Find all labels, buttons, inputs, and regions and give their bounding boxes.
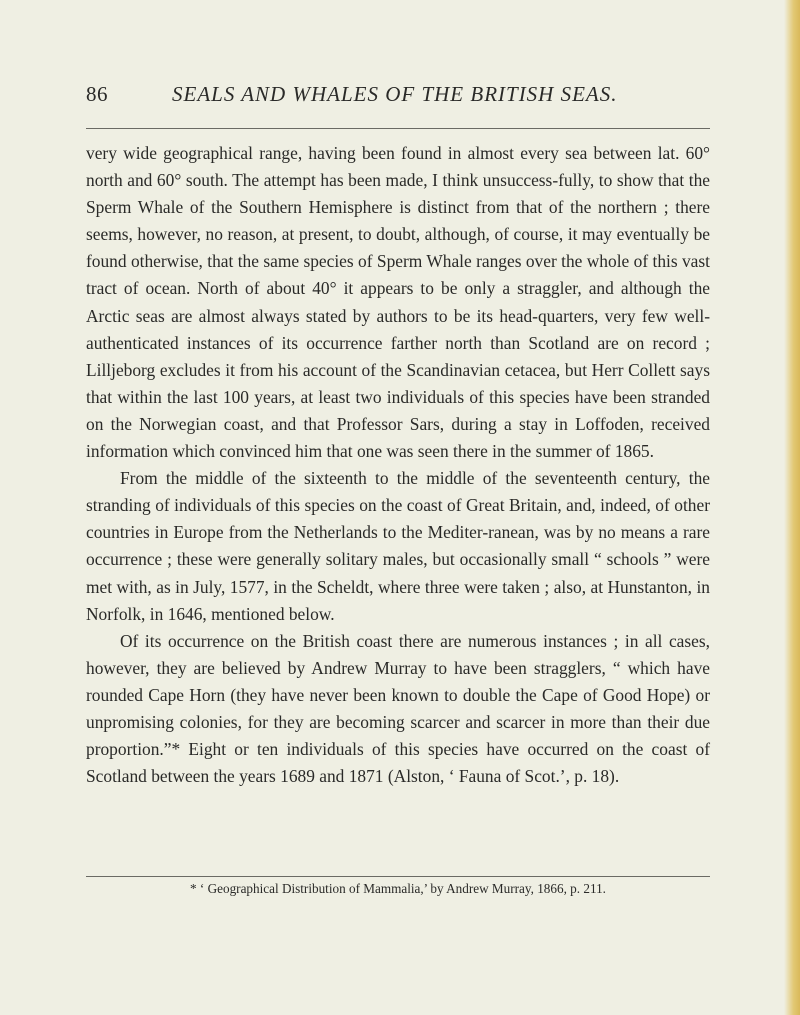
page-number: 86 <box>86 82 108 106</box>
paragraph-1: very wide geographical range, having been found in almost every sea between lat. 60° north and 60° south. The attempt has been made, I think unsuccess-fully, to show that the Sperm Whale of the Southern Hemisphere is distinct from that of the northern ; there seems, however, no reason, at present, to doubt, although, of course, it may eventually be found otherwise, that the same species of Sperm Whale ranges over the whole of this vast tract of ocean. North of about 40° it appears to be only a straggler, and although the Arctic seas are almost always stated by authors to be its head-quarters, very few well-authenticated instances of its occurrence farther north than Scotland are on record ; Lilljeborg excludes it from his account of the Scandinavian cetacea, but Herr Collett says that within the last 100 years, at least two individuals of this species have been stranded on the Norwegian coast, and that Professor Sars, during a stay in Loffoden, received information which convinced him that one was seen there in the summer of 1865. <box>86 143 710 462</box>
paragraph-3: Of its occurrence on the British coast there are numerous instances ; in all cases, however, they are believed by Andrew Murray to have been stragglers, “ which have rounded Cape Horn (they have never been known to double the Cape of Good Hope) or unpromising colonies, for they are becoming scarcer and scarcer in more than their due proportion.”* Eight or ten individuals of this species have occurred on the coast of Scotland between the years 1689 and 1871 (Alston, ‘ Fauna of Scot.’, p. 18). <box>86 630 710 787</box>
paragraph-2: From the middle of the sixteenth to the middle of the seventeenth century, the stranding of individuals of this species on the coast of Great Britain, and, indeed, of other countries in Europe from the Netherlands to the Mediter-ranean, was by no means a rare occurrence ; these were generally solitary males, but occasionally small “ schools ” were met with, as in July, 1577, in the Scheldt, where three were taken ; also, at Hunstanton, in Norfolk, in 1646, mentioned below. <box>86 468 710 624</box>
page-edge <box>784 0 800 1015</box>
body-text <box>86 140 710 790</box>
running-head: SEALS AND WHALES OF THE BRITISH SEAS. <box>172 82 618 106</box>
page-header <box>0 82 800 112</box>
footnote-rule <box>86 876 710 877</box>
header-rule <box>86 128 710 129</box>
footnote: * ‘ Geographical Distribution of Mammalia,’ by Andrew Murray, 1866, p. 211. <box>190 881 606 896</box>
